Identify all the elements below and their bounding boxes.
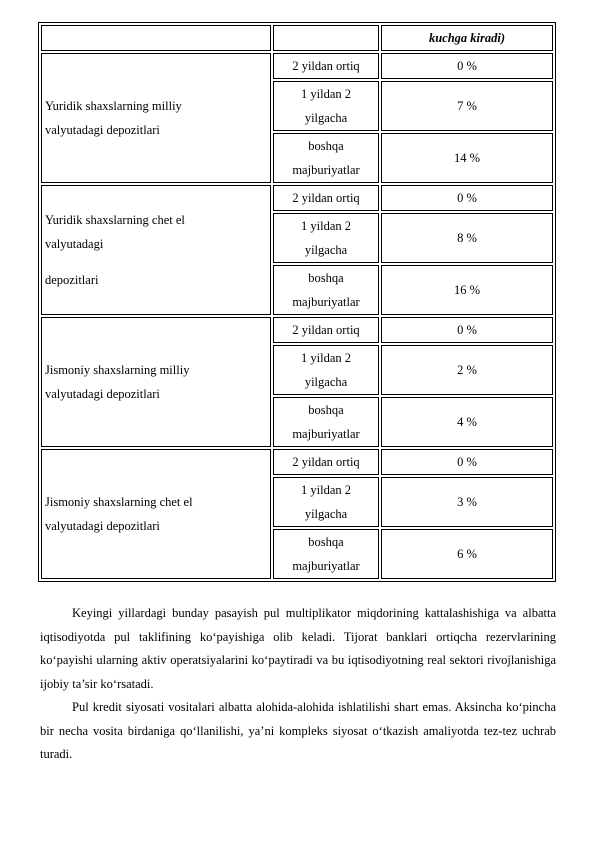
deposit-category-label: valyutadagi depozitlari <box>45 387 160 401</box>
term-label: 2 yildan ortiq <box>292 191 360 205</box>
term-label: 1 yildan 2 <box>301 483 351 497</box>
term-label: yilgacha <box>304 375 348 389</box>
term-cell <box>273 185 379 211</box>
header-cell-rate: kuchga kiradi) <box>381 25 553 51</box>
deposit-category-label: Yuridik shaxslarning chet el <box>45 213 185 227</box>
rate-cell: 14 % <box>381 133 553 183</box>
term-label: 1 yildan 2 <box>301 219 351 233</box>
paragraph: Pul kredit siyosati vositalari albatta alohida-alohida ishlatilishi shart emas. Aksincha ko‘pincha bir necha vosita birdaniga qo‘llanilishi, ya’ni kompleks siyosat o‘tkazish amaliyotda tez-tez uchrab turadi. <box>40 700 556 761</box>
table-row <box>41 317 553 343</box>
term-label: majburiyatlar <box>292 427 360 441</box>
deposit-category-label: Jismoniy shaxslarning milliy <box>45 363 190 377</box>
term-label: boshqa <box>308 535 344 549</box>
term-label: majburiyatlar <box>292 295 360 309</box>
deposit-category-cell <box>41 185 271 315</box>
header-cell-category <box>41 25 271 51</box>
rate-cell: 6 % <box>381 529 553 579</box>
term-label: boshqa <box>308 139 344 153</box>
term-cell <box>273 345 379 395</box>
table-row <box>41 185 553 211</box>
rate-cell: 0 % <box>381 53 553 79</box>
term-label: boshqa <box>308 271 344 285</box>
paragraph: Keyingi yillardagi bunday pasayish pul multiplikator miqdorining kattalashishiga va albatta iqtisodiyotda pul taklifining ko‘payishiga olib keladi. Tijorat banklari ortiqcha rezervlarining ko‘payishi ularning aktiv operatsiyalarini ko‘paytiradi va bu iqtisodiyotning real sektori rivojlanishiga ijobiy ta’sir ko‘rsatadi. <box>40 606 556 691</box>
term-label: 1 yildan 2 <box>301 351 351 365</box>
deposit-category-cell <box>41 449 271 579</box>
term-label: yilgacha <box>304 243 348 257</box>
rate-cell: 16 % <box>381 265 553 315</box>
rate-cell: 0 % <box>381 185 553 211</box>
rate-cell: 0 % <box>381 317 553 343</box>
reserve-requirements-table <box>38 22 556 582</box>
deposit-category-label: valyutadagi depozitlari <box>45 123 160 137</box>
header-cell-term <box>273 25 379 51</box>
term-cell <box>273 81 379 131</box>
deposit-category-cell <box>41 53 271 183</box>
term-cell <box>273 449 379 475</box>
rate-cell: 0 % <box>381 449 553 475</box>
rate-cell: 8 % <box>381 213 553 263</box>
deposit-category-label: valyutadagi depozitlari <box>45 519 160 533</box>
deposit-category-cell <box>41 317 271 447</box>
term-cell <box>273 477 379 527</box>
term-label: majburiyatlar <box>292 559 360 573</box>
deposit-category-label: Jismoniy shaxslarning chet el <box>45 495 193 509</box>
term-label: yilgacha <box>304 507 348 521</box>
deposit-category-label: depozitlari <box>45 273 99 287</box>
rate-cell: 3 % <box>381 477 553 527</box>
deposit-category-label: valyutadagi <box>45 237 104 251</box>
table-row <box>41 449 553 475</box>
term-label: boshqa <box>308 403 344 417</box>
rate-cell: 7 % <box>381 81 553 131</box>
term-cell <box>273 397 379 447</box>
term-label: 2 yildan ortiq <box>292 455 360 469</box>
term-cell <box>273 265 379 315</box>
term-label: 2 yildan ortiq <box>292 323 360 337</box>
term-cell <box>273 317 379 343</box>
term-cell <box>273 53 379 79</box>
table-header-row <box>41 25 553 51</box>
term-cell <box>273 213 379 263</box>
term-cell <box>273 133 379 183</box>
body-text <box>40 602 556 767</box>
term-cell <box>273 529 379 579</box>
term-label: yilgacha <box>304 111 348 125</box>
rate-cell: 4 % <box>381 397 553 447</box>
rate-cell: 2 % <box>381 345 553 395</box>
term-label: majburiyatlar <box>292 163 360 177</box>
deposit-category-label: Yuridik shaxslarning milliy <box>45 99 182 113</box>
term-label: 1 yildan 2 <box>301 87 351 101</box>
table-row <box>41 53 553 79</box>
term-label: 2 yildan ortiq <box>292 59 360 73</box>
